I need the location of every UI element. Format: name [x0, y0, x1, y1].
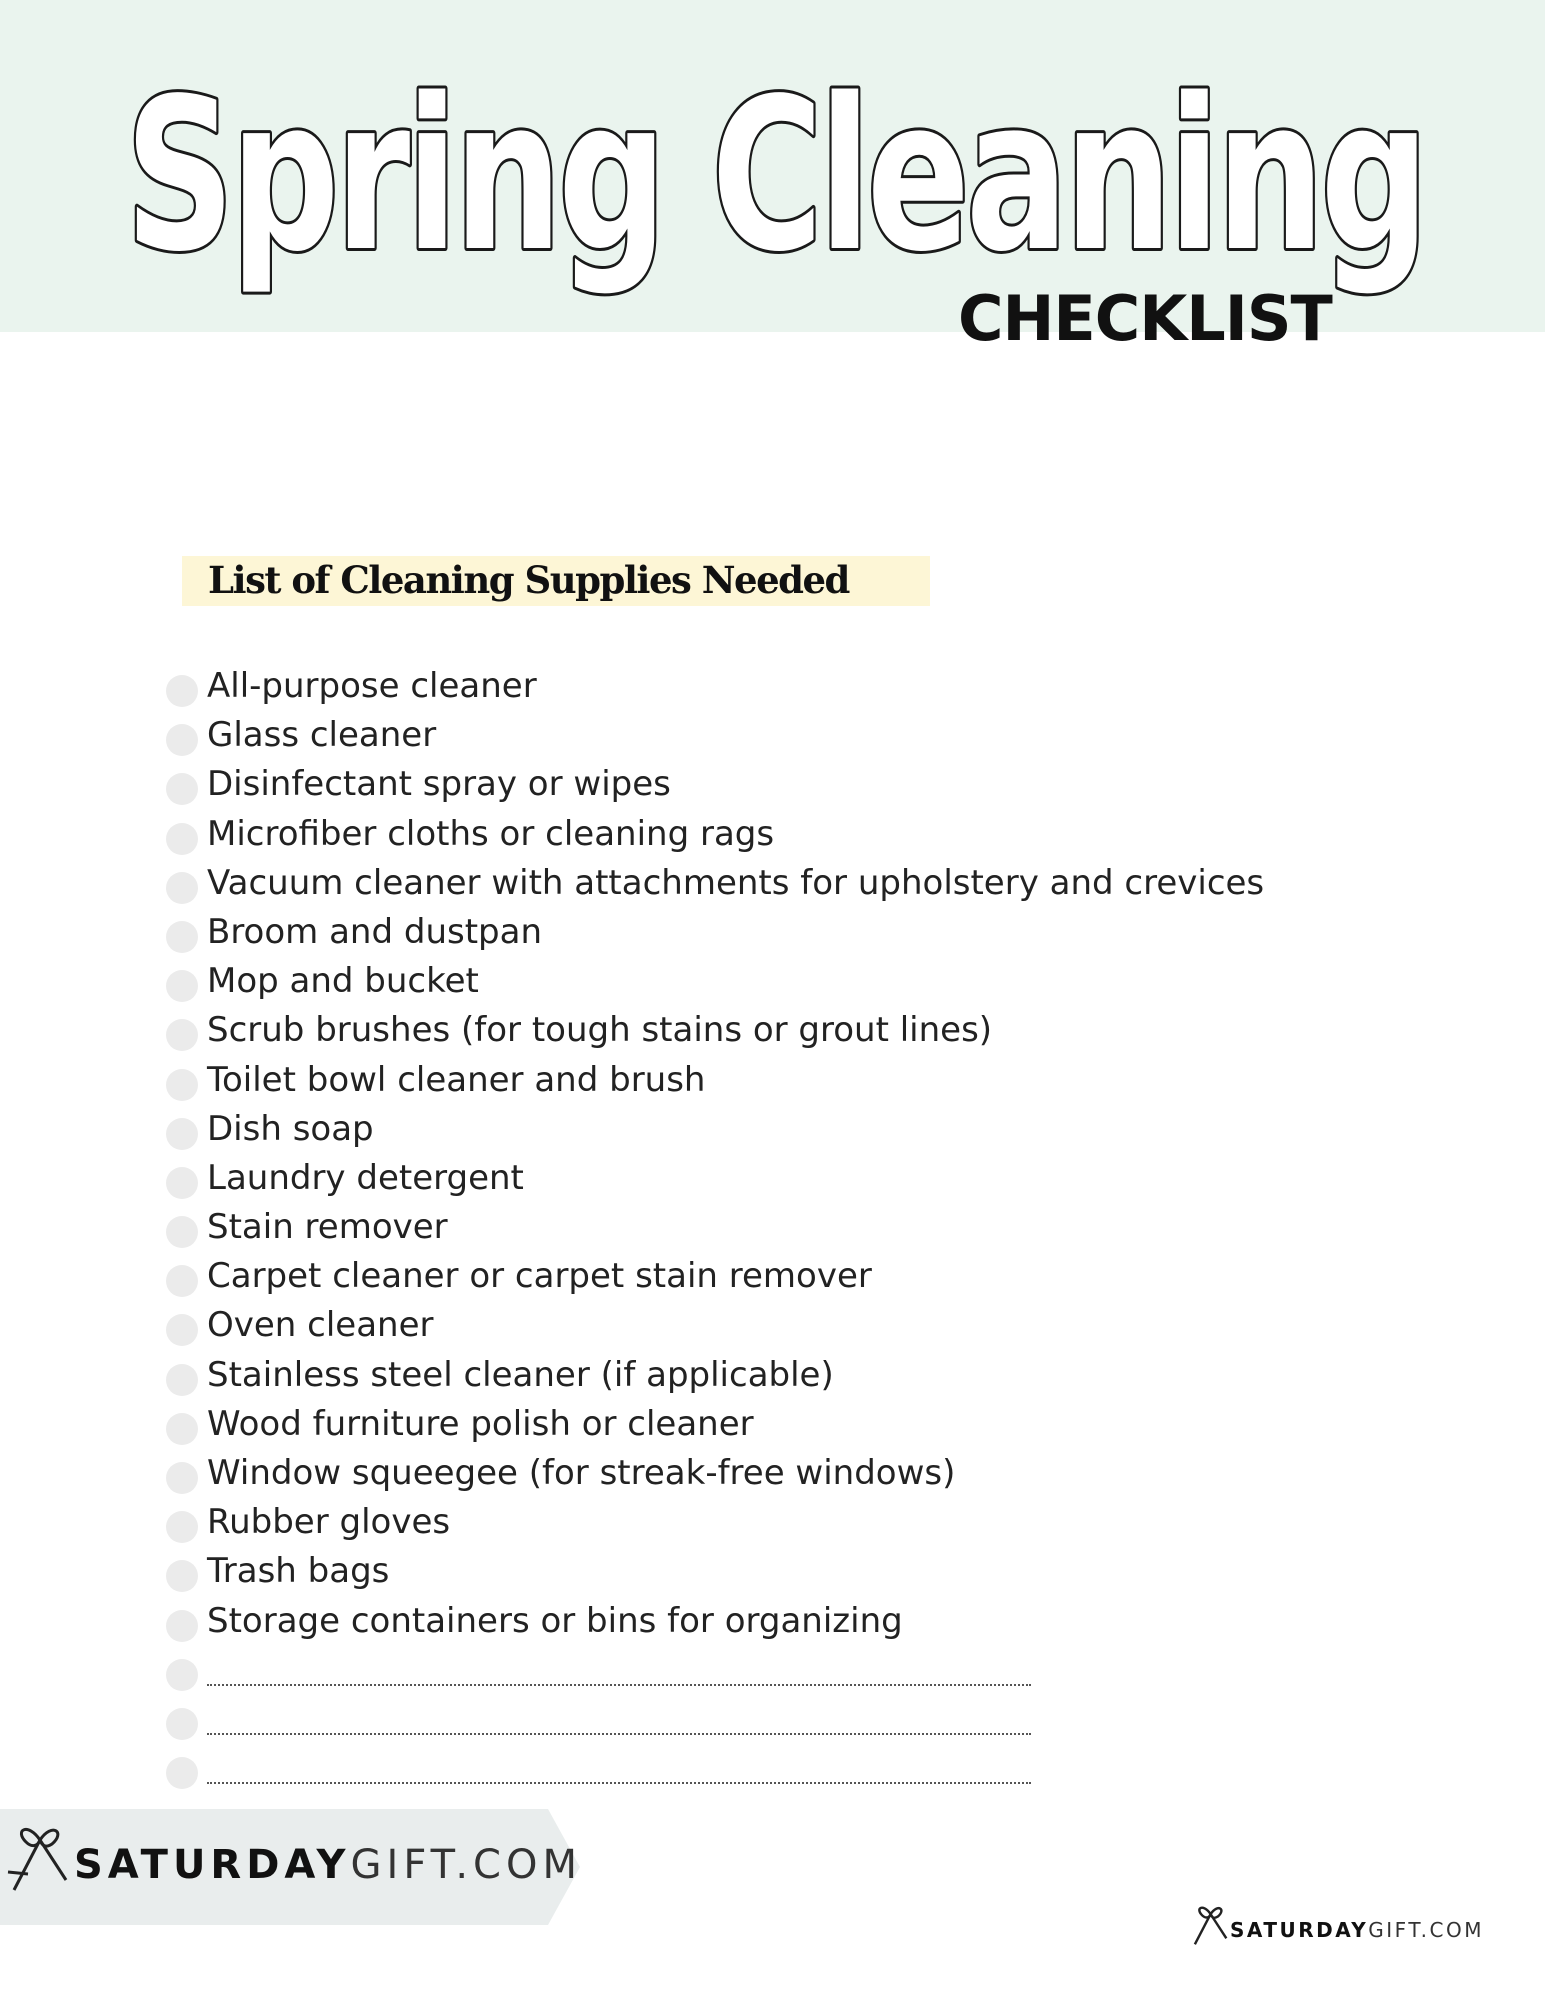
checklist-item-label: Microfiber cloths or cleaning rags — [207, 813, 775, 854]
checkbox-circle[interactable] — [166, 1314, 198, 1346]
footer-wordmark-light: GIFT.COM — [1368, 1918, 1484, 1942]
checklist-item-label: Wood furniture polish or cleaner — [207, 1403, 754, 1444]
checklist-item-label: Vacuum cleaner with attachments for upholstery and crevices — [207, 862, 1265, 903]
checklist-item-label: Storage containers or bins for organizing — [207, 1600, 903, 1641]
checkbox-circle[interactable] — [166, 1413, 198, 1445]
checkbox-circle[interactable] — [166, 823, 198, 855]
checklist-item-label: Broom and dustpan — [207, 911, 543, 952]
checkbox-circle[interactable] — [166, 1560, 198, 1592]
write-in-line[interactable] — [207, 1782, 1031, 1784]
write-in-line[interactable] — [207, 1733, 1031, 1735]
checkbox-circle[interactable] — [166, 1511, 198, 1543]
bow-icon — [6, 1820, 72, 1896]
write-in-line[interactable] — [207, 1684, 1031, 1686]
checkbox-circle[interactable] — [166, 1265, 198, 1297]
checkbox-circle[interactable] — [166, 1708, 198, 1740]
checkbox-circle[interactable] — [166, 724, 198, 756]
brand-wordmark-bold: SATURDAY — [74, 1842, 351, 1888]
checkbox-circle[interactable] — [166, 921, 198, 953]
page-subtitle: CHECKLIST — [958, 282, 1332, 355]
checklist-item-label: Toilet bowl cleaner and brush — [207, 1059, 706, 1100]
checklist-item-label: Mop and bucket — [207, 961, 479, 1002]
brand-wordmark-light: GIFT.COM — [350, 1842, 582, 1888]
footer-wordmark-bold: SATURDAY — [1230, 1918, 1369, 1942]
checklist-item-label: Disinfectant spray or wipes — [207, 764, 671, 805]
checkbox-circle[interactable] — [166, 1167, 198, 1199]
title-text: Spring Cleaning — [125, 53, 1425, 298]
checkbox-circle[interactable] — [166, 872, 198, 904]
checkbox-circle[interactable] — [166, 1069, 198, 1101]
checkbox-circle[interactable] — [166, 1610, 198, 1642]
checklist-item-label: Dish soap — [207, 1108, 374, 1149]
checklist-item-label: Carpet cleaner or carpet stain remover — [207, 1256, 872, 1297]
checklist-item-label: All-purpose cleaner — [207, 666, 537, 706]
checklist-item-label: Trash bags — [207, 1551, 390, 1592]
footer-bow-icon — [1190, 1902, 1230, 1948]
checklist-item-label: Glass cleaner — [207, 715, 437, 756]
checkbox-circle[interactable] — [166, 1019, 198, 1051]
checkbox-circle[interactable] — [166, 1364, 198, 1396]
checkbox-circle[interactable] — [166, 1462, 198, 1494]
section-heading: List of Cleaning Supplies Needed — [182, 556, 930, 606]
checklist-item-label: Stainless steel cleaner (if applicable) — [207, 1354, 834, 1395]
checkbox-circle[interactable] — [166, 1118, 198, 1150]
checkbox-circle[interactable] — [166, 773, 198, 805]
checkbox-circle[interactable] — [166, 970, 198, 1002]
page-title — [110, 48, 1440, 298]
brand-wordmark[interactable] — [74, 1842, 582, 1888]
checkbox-circle[interactable] — [166, 1216, 198, 1248]
footer-wordmark[interactable] — [1230, 1918, 1484, 1942]
checklist-item-label: Stain remover — [207, 1207, 448, 1248]
checkbox-circle[interactable] — [166, 1659, 198, 1691]
checkbox-circle[interactable] — [166, 675, 198, 707]
checkbox-circle[interactable] — [166, 1757, 198, 1789]
checklist-item-label: Scrub brushes (for tough stains or grout lines) — [207, 1010, 993, 1051]
checklist-item-label: Laundry detergent — [207, 1157, 524, 1198]
checklist-item-label: Rubber gloves — [207, 1502, 451, 1543]
checklist-item-label: Oven cleaner — [207, 1305, 434, 1346]
checklist-item-label: Window squeegee (for streak-free windows) — [207, 1453, 956, 1493]
